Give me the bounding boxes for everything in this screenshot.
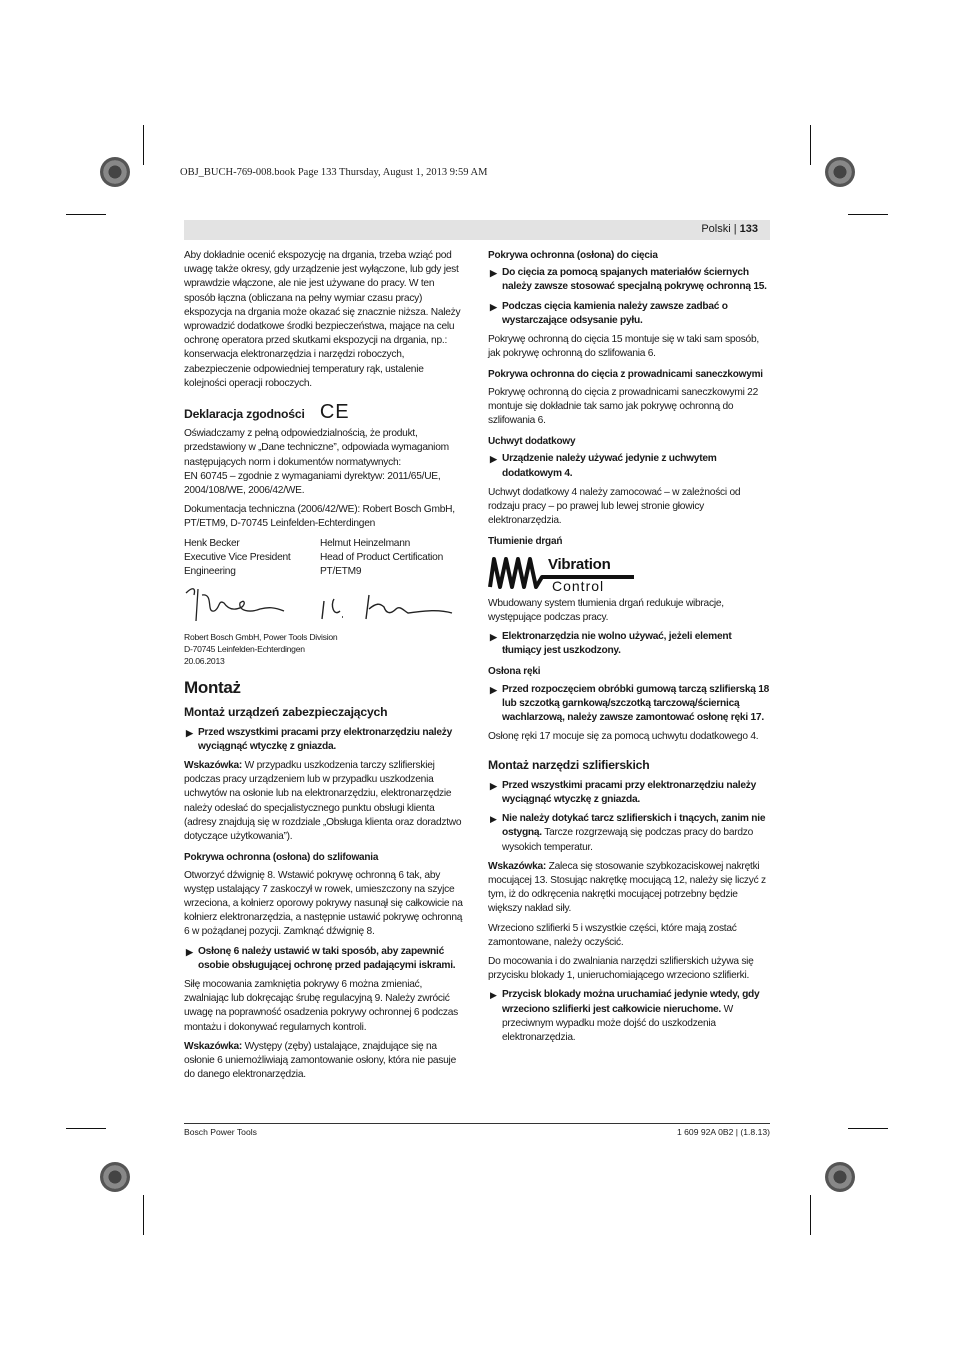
body-paragraph: Wbudowany system tłumienia drgań redukuje wibracje, występujące podczas pracy. [488,597,724,623]
note-paragraph: Wskazówka: Zaleca się stosowanie szybkozaciskowej nakrętki mocującej 13. Stosując nakrętkę mocującą 12, należy się liczyć z tym, iż do odkręcenia nakrętki mocującej potrzebny będzie większy nakład siły. [488,860,766,915]
norm-paragraph: EN 60745 – zgodnie z wymaganiami dyrektyw: 2011/65/UE, 2004/108/WE, 2006/42/WE. [184,470,441,497]
subsection-heading: Pokrywa ochronna (osłona) do cięcia [488,250,658,261]
vibration-control-logo [488,553,638,593]
header-bar [184,220,770,240]
safety-bullet: ▶ Nie należy dotykać tarcz szlifierskich i tnących, zanim nie ostygną. Tarcze rozgrzewają się podczas pracy do bardzo wysokich temperatur. [490,813,766,853]
safety-bullet: ▶ Przycisk blokady można uruchamiać jedynie wtedy, gdy wrzeciono szlifierki jest całkowicie nieruchome. W przeciwnym wypadku może dojść do uszkodzenia elektronarzędzia. [490,989,760,1043]
registration-mark [100,1162,130,1192]
safety-bullet: ▶ Przed rozpoczęciem obróbki gumową tarczą szlifierską 18 lub szczotką garnkową/szczotką tarczową/ściernicą wachlarzową, należy zawsze zamontować osłonę ręki 17. [490,683,770,724]
safety-bullet: ▶ Osłonę 6 należy ustawić w taki sposób, aby zapewnić osobie obsługującej ochronę przed padającymi iskrami. [186,945,456,971]
crop-mark [143,125,144,165]
declaration-paragraph: Oświadczamy z pełną odpowiedzialnością, że produkt, przedstawiony w „Dane techniczne”, odpowiada wymaganiom następujących norm i dokumentów normatywnych: [184,428,449,468]
body-paragraph: Pokrywę ochronną do cięcia z prowadnicami saneczkowymi 22 montuje się dokładnie tak samo jak pokrywę ochronną do szlifowania 6. [488,386,759,427]
crop-mark [143,1195,144,1235]
body-paragraph: Wrzeciono szlifierki 5 i wszystkie części, które mają zostać zamontowane, należy oczyścić. [488,922,737,948]
subsection-heading: Uchwyt dodatkowy [488,436,576,448]
registration-mark [825,1162,855,1192]
crop-mark [66,214,106,215]
safety-bullet: ▶ Urządzenie należy używać jedynie z uchwytem dodatkowym 4. [490,453,717,479]
right-column [488,249,770,1050]
logo-control-text: Control [552,577,605,593]
body-paragraph: Do mocowania i do zwalniania narzędzi szlifierskich używa się przycisku blokady 1, unieruchomiającego wrzeciono szlifierki. [488,955,754,982]
subsection-heading: Osłona ręki [488,666,541,678]
bullet-triangle-icon: ▶ [490,632,497,643]
subsection-heading: Pokrywa ochronna (osłona) do szlifowania [184,852,379,864]
safety-bullet: ▶ Elektronarzędzia nie wolno używać, jeżeli element tłumiący jest uszkodzony. [490,631,732,657]
bullet-triangle-icon: ▶ [490,454,497,465]
bullet-triangle-icon: ▶ [186,946,193,957]
footer-doc-number: 1 609 92A 0B2 | (1.8.13) [676,1127,770,1137]
subsection-heading: Tłumienie drgań [488,536,563,548]
crop-mark [66,1128,106,1129]
footer-rule [184,1123,770,1124]
bullet-triangle-icon: ▶ [490,301,497,312]
crop-mark [810,1195,811,1235]
safety-bullet: ▶ Przed wszystkimi pracami przy elektronarzędziu należy wyciągnąć wtyczkę z gniazda. [186,726,452,752]
registration-mark [100,157,130,187]
bullet-triangle-icon: ▶ [186,727,193,738]
subsection-heading: Pokrywa ochronna do cięcia z prowadnicami saneczkowymi [488,369,763,381]
chapter-title: Montaż [184,678,241,698]
safety-bullet: ▶ Przed wszystkimi pracami przy elektronarzędziu należy wyciągnąć wtyczkę z gniazda. [490,779,756,805]
bullet-triangle-icon: ▶ [490,780,497,791]
bullet-triangle-icon: ▶ [490,684,497,695]
header-language: Polski [701,223,731,235]
registration-mark [825,157,855,187]
section-heading: Montaż narzędzi szlifierskich [488,758,650,773]
crop-mark [810,125,811,165]
note-paragraph: Wskazówka: Występy (zęby) ustalające, znajdujące się na osłonie 6 uniemożliwiają zamontowanie osłony, która nie pasuje do danego elektronarzędzia. [184,1040,456,1081]
body-paragraph: Osłonę ręki 17 mocuje się za pomocą uchwytu dodatkowego 4. [488,731,759,743]
safety-bullet: ▶ Do cięcia za pomocą spajanych materiałów ściernych należy zawsze stosować specjalną pokrywę ochronną 15. [490,267,767,293]
bullet-triangle-icon: ▶ [490,268,497,279]
body-paragraph: Siłę mocowania zamkniętia pokrywy 6 można zmieniać, zwalniając lub dokręcając śrubę regulacyjną 9. Należy zwrócić uwagę na poprawność osadzenia pokrywy ochronnej 6 podczas montażu i dokonywać regularnych kontroli. [184,978,459,1033]
book-slug: OBJ_BUCH-769-008.book Page 133 Thursday, August 1, 2013 9:59 AM [180,167,488,178]
logo-vibration-text: Vibration [548,555,611,573]
handwritten-signatures [184,581,466,631]
signatories: Henk Becker Executive Vice President Engineering Helmut Heinzelmann Head of Product Certification PT/ETM9 [184,537,443,578]
safety-bullet: ▶ Podczas cięcia kamienia należy zawsze zadbać o wystarczające odsysanie pyłu. [490,300,728,326]
page-header [701,223,758,235]
body-paragraph: Uchwyt dodatkowy 4 należy zamocować – w zależności od rodzaju pracy – po prawej lub lewej stronie głowicy elektronarzędzia. [488,486,741,527]
bullet-triangle-icon: ▶ [490,990,497,1001]
section-heading: Montaż urządzeń zabezpieczających [184,705,388,720]
footer-brand: Bosch Power Tools [184,1127,257,1137]
left-column [184,249,466,1087]
ce-mark-icon: CE [319,401,350,424]
page-number: 133 [739,223,758,235]
bullet-triangle-icon: ▶ [490,814,497,825]
crop-mark [848,1128,888,1129]
tech-doc-paragraph: Dokumentacja techniczna (2006/42/WE): Robert Bosch GmbH, PT/ETM9, D-70745 Leinfelden-Echterdingen [184,504,455,530]
signature-caption: Robert Bosch GmbH, Power Tools Division D-70745 Leinfelden-Echterdingen 20.06.2013 [184,632,338,667]
section-heading: Deklaracja zgodności CE [184,401,350,424]
header-separator: | [733,223,737,235]
intro-paragraph: Aby dokładnie ocenić ekspozycję na drgania, trzeba wziąć pod uwagę także okresy, gdy urządzenie jest wyłączone, lub gdy jest wprawdzie włączone, ale nie jest używane do pracy. W ten sposób łączna (obliczana na pełny wymiar czasu pracy) ekspozycja na drgania może okazać się znacznie niższa. Należy wprowadzić dodatkowe środki bezpieczeństwa, mające na celu ochronę operatora przed skutkami ekspozycji na drgania, np.: konserwacja elektronarzędzia i narzędzi roboczych, zabezpieczenie odpowiedniej temperatury rąk, ustalenie kolejności operacji roboczych. [184,250,461,389]
crop-mark [848,214,888,215]
note-paragraph: Wskazówka: W przypadku uszkodzenia tarczy szlifierskiej podczas pracy urządzeniem lub w przypadku uszkodzenia uchwytów na osłonie lub na elektronarzędziu, elektronarzędzie należy odesłać do specjalistycznego punktu obsługi klienta (adresy znajdują się w rozdziale „Obsługa klienta oraz doradztwo dotyczące użytkowania”). [184,760,462,843]
body-paragraph: Otworzyć dźwignię 8. Wstawić pokrywę ochronną 6 tak, aby występ ustalający 7 zaskoczył w rowek, umieszczony na szyjce wrzeciona, a kołnierz oporowy pokrywy nasunął się całkowicie na kołnierz elektronarzędzia, a następnie ustawić pokrywę ochronną 6 w pożądanej pozycji. Zamknąć dźwignię 8. [184,869,463,938]
body-paragraph: Pokrywę ochronną do cięcia 15 montuje się w taki sam sposób, jak pokrywę ochronną do szlifowania 6. [488,334,759,360]
